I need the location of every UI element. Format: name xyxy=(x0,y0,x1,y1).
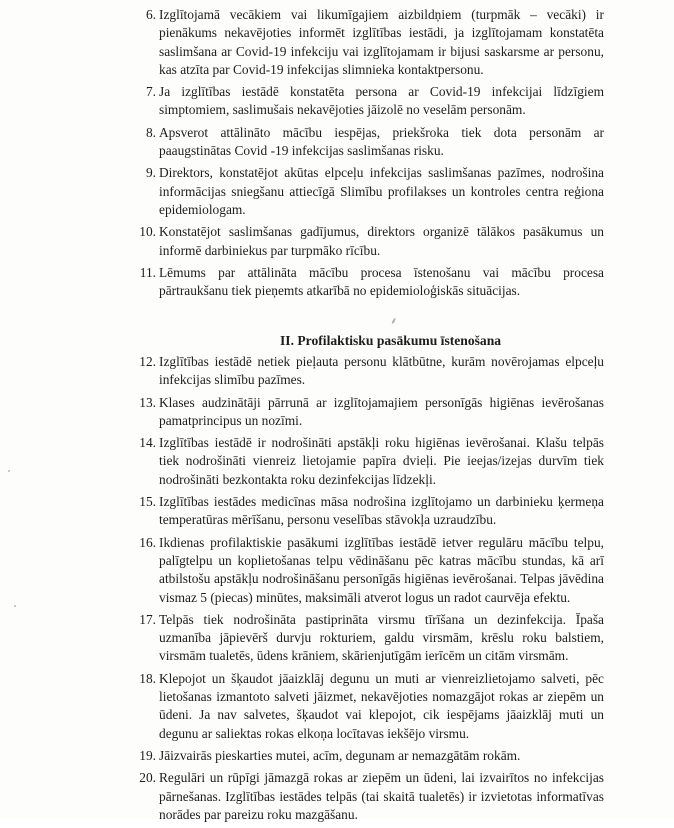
item-text: Izglītības iestādē ir nodrošināti apstākļi roku higiēnas ievērošanai. Klašu telpās tiek nodrošināti vienreiz lietojamie papīra dvieļi. Pie ieejas/izejas durvīm tiek nodrošināti bezkontakta roku dezinfekcijas līdzekļi. xyxy=(159,435,604,487)
list-item xyxy=(132,493,604,530)
list-item xyxy=(132,83,604,120)
item-text: Regulāri un rūpīgi jāmazgā rokas ar ziepēm un ūdeni, lai izvairītos no infekcijas pārnešanas. Izglītības iestādes telpās (tai skaitā tualetēs) ir izvietotas informatīvas norādes par pareizu roku mazgāšanu. xyxy=(159,770,604,822)
item-text: Lēmums par attālināta mācību procesa īstenošanu vai mācību procesa pārtraukšanu tiek pieņemts atkarībā no epidemioloģiskās situācijas. xyxy=(159,264,604,299)
scan-speck xyxy=(14,605,16,607)
item-text: Ikdienas profilaktiskie pasākumi izglītības iestādē ietver regulāru mācību telpu, palīgtelpu un koplietošanas telpu vēdināšanu pēc katras mācību stundas, kā arī atbilstošu apstākļu nodrošināšanu personīgās higiēnas ievērošanai. Telpas jāvēdina vismaz 5 (piecas) minūtes, maksimāli atverot logus un radot caurvēja efektu. xyxy=(159,534,604,605)
item-number: 15. xyxy=(139,494,156,510)
list-item xyxy=(132,6,604,79)
item-number: 7. xyxy=(145,84,156,100)
item-text: Telpās tiek nodrošināta pastiprināta virsmu tīrīšana un dezinfekcija. Īpaša uzmanība jāpievērš durvju rokturiem, galdu virsmām, krēslu roku balstiem, virsmām tualetēs, ūdens krāniem, skārienjutīgām ierīcēm un citām virsmām. xyxy=(159,611,604,664)
list-item xyxy=(132,223,604,260)
scan-mark: ⸙ xyxy=(390,316,398,327)
item-text: Apsverot attālināto mācību iespējas, priekšroka tiek dota personām ar paaugstinātas Covid -19 infekcijas saslimšanas risku. xyxy=(159,124,604,159)
list-item xyxy=(132,124,604,161)
item-number: 13. xyxy=(139,394,156,410)
item-number: 20. xyxy=(139,770,156,786)
list-item xyxy=(132,534,604,607)
item-number: 10. xyxy=(139,224,156,240)
item-text: Ja izglītības iestādē konstatēta persona ar Covid-19 infekcijai līdzīgiem simptomiem, saslimušais nekavējoties jāizolē no veselām personām. xyxy=(159,84,604,118)
list-item xyxy=(132,353,604,390)
item-number: 6. xyxy=(145,7,156,22)
list-item xyxy=(132,670,604,743)
list-item xyxy=(132,264,604,301)
list-item xyxy=(132,434,604,489)
item-number: 17. xyxy=(139,611,156,627)
rules-list-part-2 xyxy=(132,353,604,828)
item-text: Izglītības iestādes medicīnas māsa nodrošina izglītojamo un darbinieku ķermeņa temperatūras mērīšanu, personu veselības stāvokļa uzraudzību. xyxy=(159,494,604,528)
item-text: Klepojot un šķaudot jāaizklāj degunu un muti ar vienreizlietojamo salveti, pēc lietošanas izmantoto salveti jāizmet, nekavējoties nomazgājot rokas ar ziepēm un ūdeni. Ja nav salvetes, šķaudot vai klepojot, cik iespējams jāaizklāj muti un degunu ar saliektas rokas elkoņa locītavas iekšējo virsmu. xyxy=(159,670,604,741)
item-number: 18. xyxy=(139,670,156,686)
item-number: 11. xyxy=(139,264,156,280)
item-number: 9. xyxy=(145,165,156,181)
item-text: Izglītības iestādē netiek pieļauta personu klātbūtne, kurām novērojamas elpceļu infekcijas slimību pazīmes. xyxy=(159,354,604,388)
item-text: Direktors, konstatējot akūtas elpceļu infekcijas saslimšanas pazīmes, nodrošina informācijas sniegšanu attiecīgā Slimību profilakses un kontroles centra reģiona epidemiologam. xyxy=(159,165,604,217)
item-text: Klases audzinātāji pārrunā ar izglītojamajiem personīgās higiēnas ievērošanas pamatprincipus un nozīmi. xyxy=(159,394,604,428)
list-item xyxy=(132,164,604,219)
list-item xyxy=(132,394,604,431)
item-number: 12. xyxy=(139,354,156,369)
item-text: Konstatējot saslimšanas gadījumus, direktors organizē tālākos pasākumus un informē darbiniekus par turpmāko rīcību. xyxy=(159,224,604,258)
section-heading: II. Profilaktisku pasākumu īstenošana xyxy=(280,333,502,348)
list-item xyxy=(132,747,604,765)
list-item xyxy=(132,611,604,666)
item-number: 8. xyxy=(145,124,156,140)
list-item xyxy=(132,769,604,824)
item-text: Jāizvairās pieskarties mutei, acīm, degunam ar nemazgātām rokām. xyxy=(159,747,521,763)
scan-speck xyxy=(8,470,10,472)
rules-list-part-1 xyxy=(132,6,604,304)
item-number: 16. xyxy=(139,534,156,550)
item-text: Izglītojamā vecākiem vai likumīgajiem aizbildņiem (turpmāk – vecāki) ir pienākums nekavējoties informēt izglītības iestādi, ja izglītojamam konstatēta saslimšana ar Covid-19 infekciju vai izglītojamam ir bijusi saskarsme ar personu, kas atzīta par Covid-19 infekcijas slimnieka kontaktpersonu. xyxy=(159,7,604,77)
item-number: 14. xyxy=(139,435,156,451)
item-number: 19. xyxy=(139,747,156,763)
